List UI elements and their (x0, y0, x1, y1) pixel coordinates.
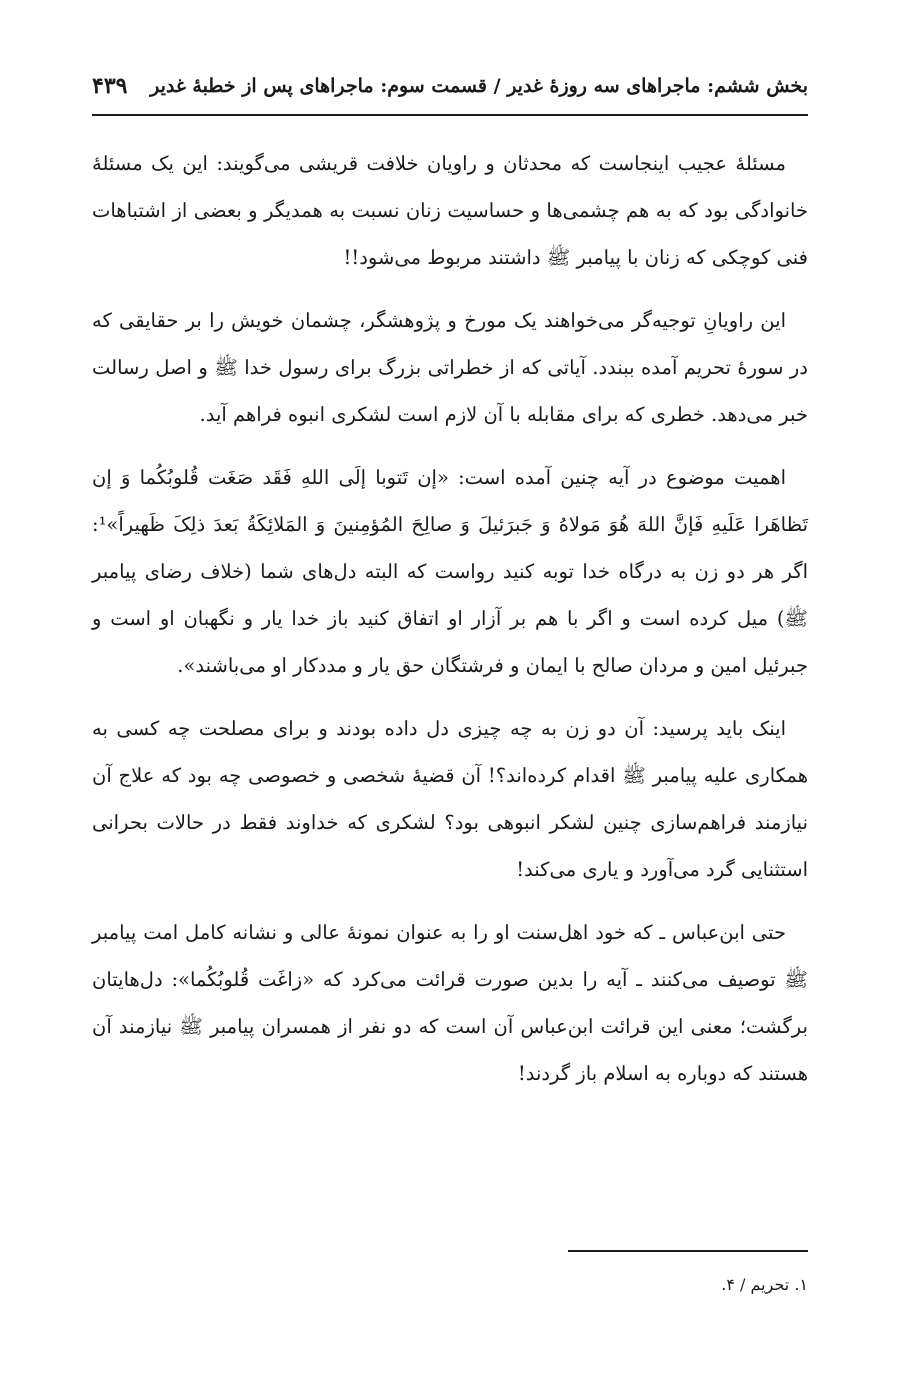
body-text (92, 140, 808, 1113)
paragraph-2: این راویانِ توجیه‌گر می‌خواهند یک مورخ و پژوهشگر، چشمان خویش را بر حقایقی که در سورهٔ تحریم آمده ببندد. آیاتی که از خطراتی بزرگ برای رسول خدا ﷺ و اصل رسالت خبر می‌دهد. خطری که برای مقابله با آن لازم است لشکری انبوه فراهم آید. (92, 309, 808, 426)
paragraph-4: اینک باید پرسید: آن دو زن به چه چیزی دل داده بودند و برای مصلحت چه کسی به همکاری علیه پیامبر ﷺ اقدام کرده‌اند؟! آن قضیهٔ شخصی و خصوصی چه بود که علاج آن نیازمند فراهم‌سازی چنین لشکر انبوهی بود؟ لشکری که خداوند فقط در حالات بحرانی استثنایی گرد می‌آورد و یاری می‌کند! (92, 717, 808, 881)
paragraph-5: حتی ابن‌عباس ـ که خود اهل‌سنت او را به عنوان نمونهٔ عالی و نشانه کامل امت پیامبر ﷺ توصیف می‌کنند ـ آیه را بدین صورت قرائت می‌کرد که «زاغَت قُلوبُکُما»: دل‌هایتان برگشت؛ معنی این قرائت ابن‌عباس آن است که دو نفر از همسران پیامبر ﷺ نیازمند آن هستند که دوباره به اسلام باز گردند! (92, 921, 808, 1085)
footnote-rule (568, 1250, 808, 1252)
book-page (92, 0, 808, 1390)
paragraph-1: مسئلهٔ عجیب اینجاست که محدثان و راویان خلافت قریشی می‌گویند: این یک مسئلهٔ خانوادگی بود که به هم چشمی‌ها و حساسیت زنان نسبت به همدیگر و بعضی از اشتباهات فنی کوچکی که زنان با پیامبر ﷺ داشتند مربوط می‌شود!! (92, 152, 808, 269)
page-number: ۴۳۹ (92, 73, 128, 99)
footnote: ۱. تحریم / ۴. (721, 1275, 808, 1294)
header-title: بخش ششم: ماجراهای سه روزهٔ غدیر / قسمت سوم: ماجراهای پس از خطبهٔ غدیر (150, 75, 808, 97)
running-header (92, 66, 808, 106)
paragraph-3: اهمیت موضوع در آیه چنین آمده است: «إن تَتوبا إلَی اللهِ فَقَد صَغَت قُلوبُکُما وَ إن تَظاهَرا عَلَیهِ فَإنَّ اللهَ هُوَ مَولاهُ وَ جَبرَئیلَ وَ صالِحَ المُؤمِنینَ وَ المَلائِکَةُ بَعدَ ذلِکَ ظَهیراً»¹: اگر هر دو زن به درگاه خدا توبه کنید رواست که البته دل‌های شما (خلاف رضای پیامبر ﷺ) میل کرده است و اگر با هم بر آزار او اتفاق کنید باز خدا یار و نگهبان او است و جبرئیل امین و مردان صالح با ایمان و فرشتگان حق یار و مددکار او می‌باشند». (92, 466, 808, 677)
header-rule (92, 114, 808, 116)
